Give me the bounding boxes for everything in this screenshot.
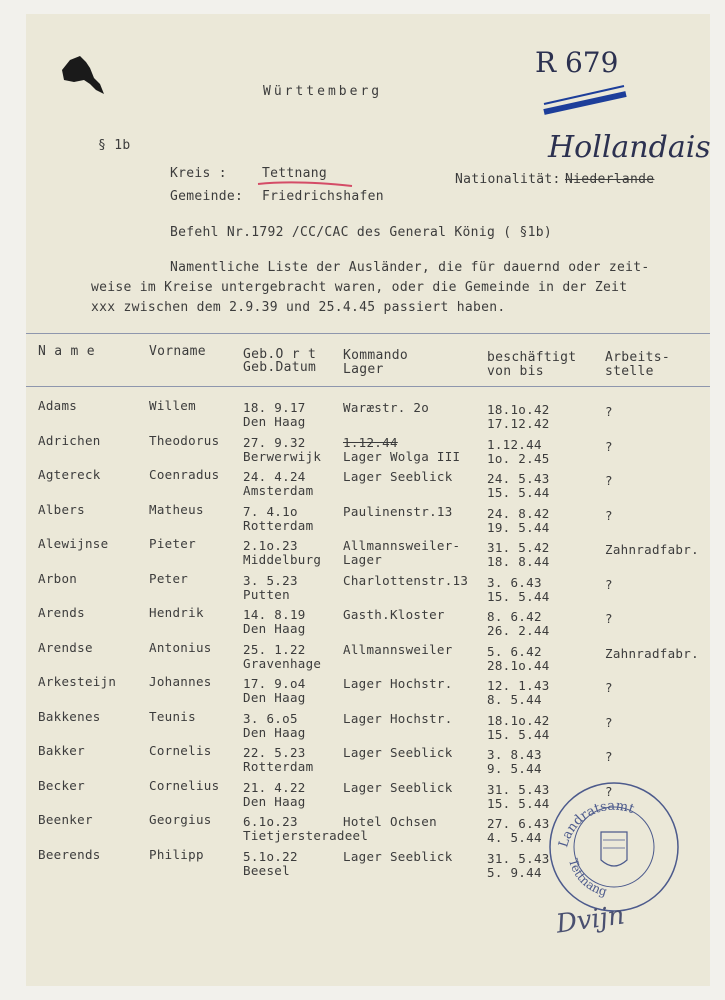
cell-vorname: Pieter bbox=[149, 536, 196, 551]
cell-von: 24. 5.43 bbox=[487, 471, 550, 486]
cell-vorname: Matheus bbox=[149, 501, 204, 517]
cell-arbeitsstelle: Zahnradfabr. bbox=[605, 645, 699, 661]
cell-von: 1.12.44 bbox=[487, 436, 542, 452]
col-kommando: Kommando bbox=[343, 348, 409, 363]
cell-kommando: Allmannsweiler bbox=[343, 641, 453, 657]
stamp-top-text: Landratsamt bbox=[556, 798, 637, 850]
cell-bis: 19. 5.44 bbox=[487, 519, 550, 535]
cell-kommando: Waræstr. 2o bbox=[343, 400, 430, 415]
cell-name: Arends bbox=[38, 605, 85, 620]
cell-kommando: Lager Seeblick bbox=[343, 745, 453, 760]
cell-name: Adrichen bbox=[38, 432, 101, 448]
archive-ref: R 679 bbox=[535, 46, 619, 79]
intro-line: xxx zwischen dem 2.9.39 und 25.4.45 passiert haben. bbox=[91, 300, 506, 315]
cell-kommando: Gasth.Kloster bbox=[343, 607, 445, 622]
cell-bis: 9. 5.44 bbox=[487, 761, 542, 776]
cell-kommando: Allmannsweiler- bbox=[343, 538, 461, 553]
cell-geb-ort: Beesel bbox=[243, 862, 290, 878]
cell-name: Beerends bbox=[38, 846, 101, 862]
col-name: N a m e bbox=[38, 344, 95, 359]
cell-kommando-line2: Lager bbox=[343, 552, 383, 567]
cell-von: 31. 5.43 bbox=[487, 781, 550, 797]
cell-vorname: Georgius bbox=[149, 812, 212, 827]
kreis-label: Kreis : bbox=[170, 166, 227, 181]
cell-von: 27. 6.43 bbox=[487, 816, 550, 831]
intro-line: Namentliche Liste der Ausländer, die für dauernd oder zeit- bbox=[170, 260, 650, 275]
cell-geb-datum: 25. 1.22 bbox=[243, 641, 306, 657]
cell-name: Arkesteijn bbox=[38, 674, 117, 689]
cell-von: 12. 1.43 bbox=[487, 678, 550, 693]
col-geb-datum: Geb.Datum bbox=[243, 360, 317, 375]
cell-geb-ort: Amsterdam bbox=[243, 483, 314, 498]
cell-bis: 1o. 2.45 bbox=[487, 450, 550, 466]
table-top-rule bbox=[26, 333, 710, 334]
cell-kommando: Hotel Ochsen bbox=[343, 814, 437, 829]
cell-vorname: Hendrik bbox=[149, 605, 204, 620]
paragraph-ref: § 1b bbox=[98, 138, 131, 153]
cell-name: Arendse bbox=[38, 639, 93, 655]
cell-geb-ort: Middelburg bbox=[243, 552, 322, 567]
cell-bis: 15. 5.44 bbox=[487, 726, 550, 742]
col-von-bis: von bis bbox=[487, 364, 544, 379]
cell-vorname: Peter bbox=[149, 570, 189, 586]
stamp-bottom-text: Tettnang bbox=[565, 856, 609, 899]
cell-bis: 17.12.42 bbox=[487, 416, 550, 431]
cell-kommando: Paulinenstr.13 bbox=[343, 503, 453, 519]
cell-vorname: Cornelius bbox=[149, 777, 220, 793]
cell-geb-ort: Berwerwijk bbox=[243, 448, 322, 464]
col-stelle: stelle bbox=[605, 364, 654, 379]
cell-geb-ort: Den Haag bbox=[243, 690, 306, 705]
col-geb-ort: Geb.O r t bbox=[243, 347, 317, 362]
cell-geb-datum: 5.1o.22 bbox=[243, 848, 298, 864]
cell-von: 3. 8.43 bbox=[487, 747, 542, 762]
cell-bis: 26. 2.44 bbox=[487, 623, 550, 638]
cell-vorname: Philipp bbox=[149, 846, 204, 862]
cell-von: 18.1o.42 bbox=[487, 712, 550, 728]
archive-ref-underline bbox=[540, 82, 630, 116]
cell-arbeitsstelle: ? bbox=[605, 783, 613, 799]
cell-geb-datum: 7. 4.1o bbox=[243, 503, 298, 519]
nationality-handwritten: Hollandais bbox=[548, 130, 711, 165]
cell-vorname: Cornelis bbox=[149, 743, 212, 758]
svg-text:Tettnang bbox=[566, 857, 609, 899]
cell-name: Agtereck bbox=[38, 467, 101, 482]
gemeinde-label: Gemeinde: bbox=[170, 189, 244, 204]
cell-bis: 28.1o.44 bbox=[487, 657, 550, 673]
cell-kommando: Lager Hochstr. bbox=[343, 676, 453, 691]
cell-kommando: Lager Seeblick bbox=[343, 848, 453, 864]
cell-arbeitsstelle: Zahnradfabr. bbox=[605, 542, 699, 557]
ink-blot bbox=[60, 54, 106, 100]
cell-geb-ort: Den Haag bbox=[243, 414, 306, 429]
cell-arbeitsstelle: ? bbox=[605, 680, 613, 695]
cell-name: Becker bbox=[38, 777, 85, 793]
cell-geb-datum: 27. 9.32 bbox=[243, 434, 306, 450]
cell-arbeitsstelle: ? bbox=[605, 714, 613, 730]
cell-geb-ort: Rotterdam bbox=[243, 759, 314, 774]
cell-geb-datum: 21. 4.22 bbox=[243, 779, 306, 795]
cell-von: 5. 6.42 bbox=[487, 643, 542, 659]
cell-geb-datum: 2.1o.23 bbox=[243, 538, 298, 553]
cell-von: 3. 6.43 bbox=[487, 574, 542, 590]
cell-geb-ort: Den Haag bbox=[243, 793, 306, 809]
col-vorname: Vorname bbox=[149, 344, 206, 359]
cell-von: 24. 8.42 bbox=[487, 505, 550, 521]
cell-kommando: Lager Hochstr. bbox=[343, 710, 453, 726]
cell-geb-ort: Gravenhage bbox=[243, 655, 322, 671]
cell-arbeitsstelle: ? bbox=[605, 576, 613, 592]
cell-arbeitsstelle: ? bbox=[605, 507, 613, 523]
cell-vorname: Johannes bbox=[149, 674, 212, 689]
col-beschaeftigt: beschäftigt bbox=[487, 350, 577, 365]
svg-text:Landratsamt bbox=[556, 799, 636, 850]
cell-geb-datum: 6.1o.23 bbox=[243, 814, 298, 829]
cell-vorname: Theodorus bbox=[149, 432, 220, 448]
cell-name: Arbon bbox=[38, 570, 78, 586]
cell-bis: 15. 5.44 bbox=[487, 485, 550, 500]
cell-arbeitsstelle: ? bbox=[605, 473, 613, 488]
cell-arbeitsstelle: ? bbox=[605, 438, 613, 454]
gemeinde-value: Friedrichshafen bbox=[262, 189, 384, 204]
cell-geb-datum: 24. 4.24 bbox=[243, 469, 306, 484]
cell-name: Bakker bbox=[38, 743, 85, 758]
cell-geb-ort: Tietjersteradeel bbox=[243, 828, 369, 843]
cell-geb-datum: 22. 5.23 bbox=[243, 745, 306, 760]
cell-kommando: Lager Seeblick bbox=[343, 779, 453, 795]
cell-bis: 15. 5.44 bbox=[487, 795, 550, 811]
cell-von: 8. 6.42 bbox=[487, 609, 542, 624]
cell-vorname: Teunis bbox=[149, 708, 196, 724]
cell-vorname: Antonius bbox=[149, 639, 212, 655]
cell-arbeitsstelle: ? bbox=[605, 404, 613, 419]
cell-von: 31. 5.42 bbox=[487, 540, 550, 555]
cell-arbeitsstelle: ? bbox=[605, 611, 613, 626]
cell-name: Beenker bbox=[38, 812, 93, 827]
signature: Dvijn bbox=[554, 900, 627, 940]
cell-bis: 18. 8.44 bbox=[487, 554, 550, 569]
cell-arbeitsstelle: ? bbox=[605, 749, 613, 764]
nationality-struck: Niederlande bbox=[565, 172, 655, 187]
landratsamt-stamp bbox=[545, 778, 683, 916]
cell-bis: 8. 5.44 bbox=[487, 692, 542, 707]
nationality-label: Nationalität: bbox=[455, 172, 561, 187]
cell-geb-datum: 14. 8.19 bbox=[243, 607, 306, 622]
cell-kommando: Charlottenstr.13 bbox=[343, 572, 469, 588]
cell-name: Alewijnse bbox=[38, 536, 109, 551]
kreis-value: Tettnang bbox=[262, 166, 328, 181]
cell-name: Albers bbox=[38, 501, 85, 517]
col-lager: Lager bbox=[343, 362, 384, 377]
cell-geb-ort: Rotterdam bbox=[243, 517, 314, 533]
cell-kommando: 1.12.44 bbox=[343, 434, 398, 450]
col-arbeitsstelle: Arbeits- bbox=[605, 350, 671, 365]
cell-name: Bakkenes bbox=[38, 708, 101, 724]
cell-bis: 5. 9.44 bbox=[487, 864, 542, 880]
cell-geb-datum: 17. 9.o4 bbox=[243, 676, 306, 691]
land-title: Württemberg bbox=[263, 84, 383, 99]
cell-vorname: Willem bbox=[149, 398, 196, 413]
cell-kommando-line2: Lager Wolga III bbox=[343, 448, 461, 464]
cell-geb-ort: Den Haag bbox=[243, 724, 306, 740]
intro-line: weise im Kreise untergebracht waren, oder die Gemeinde in der Zeit bbox=[91, 280, 628, 295]
cell-kommando: Lager Seeblick bbox=[343, 469, 453, 484]
befehl-line: Befehl Nr.1792 /CC/CAC des General König ( §1b) bbox=[170, 225, 552, 240]
cell-von: 31. 5.43 bbox=[487, 850, 550, 866]
cell-vorname: Coenradus bbox=[149, 467, 220, 482]
cell-bis: 4. 5.44 bbox=[487, 830, 542, 845]
header-bottom-rule bbox=[26, 386, 710, 387]
cell-geb-datum: 18. 9.17 bbox=[243, 400, 306, 415]
cell-name: Adams bbox=[38, 398, 78, 413]
cell-geb-ort: Den Haag bbox=[243, 621, 306, 636]
cell-bis: 15. 5.44 bbox=[487, 588, 550, 604]
cell-geb-datum: 3. 5.23 bbox=[243, 572, 298, 588]
cell-geb-ort: Putten bbox=[243, 586, 290, 602]
cell-von: 18.1o.42 bbox=[487, 402, 550, 417]
cell-geb-datum: 3. 6.o5 bbox=[243, 710, 298, 726]
